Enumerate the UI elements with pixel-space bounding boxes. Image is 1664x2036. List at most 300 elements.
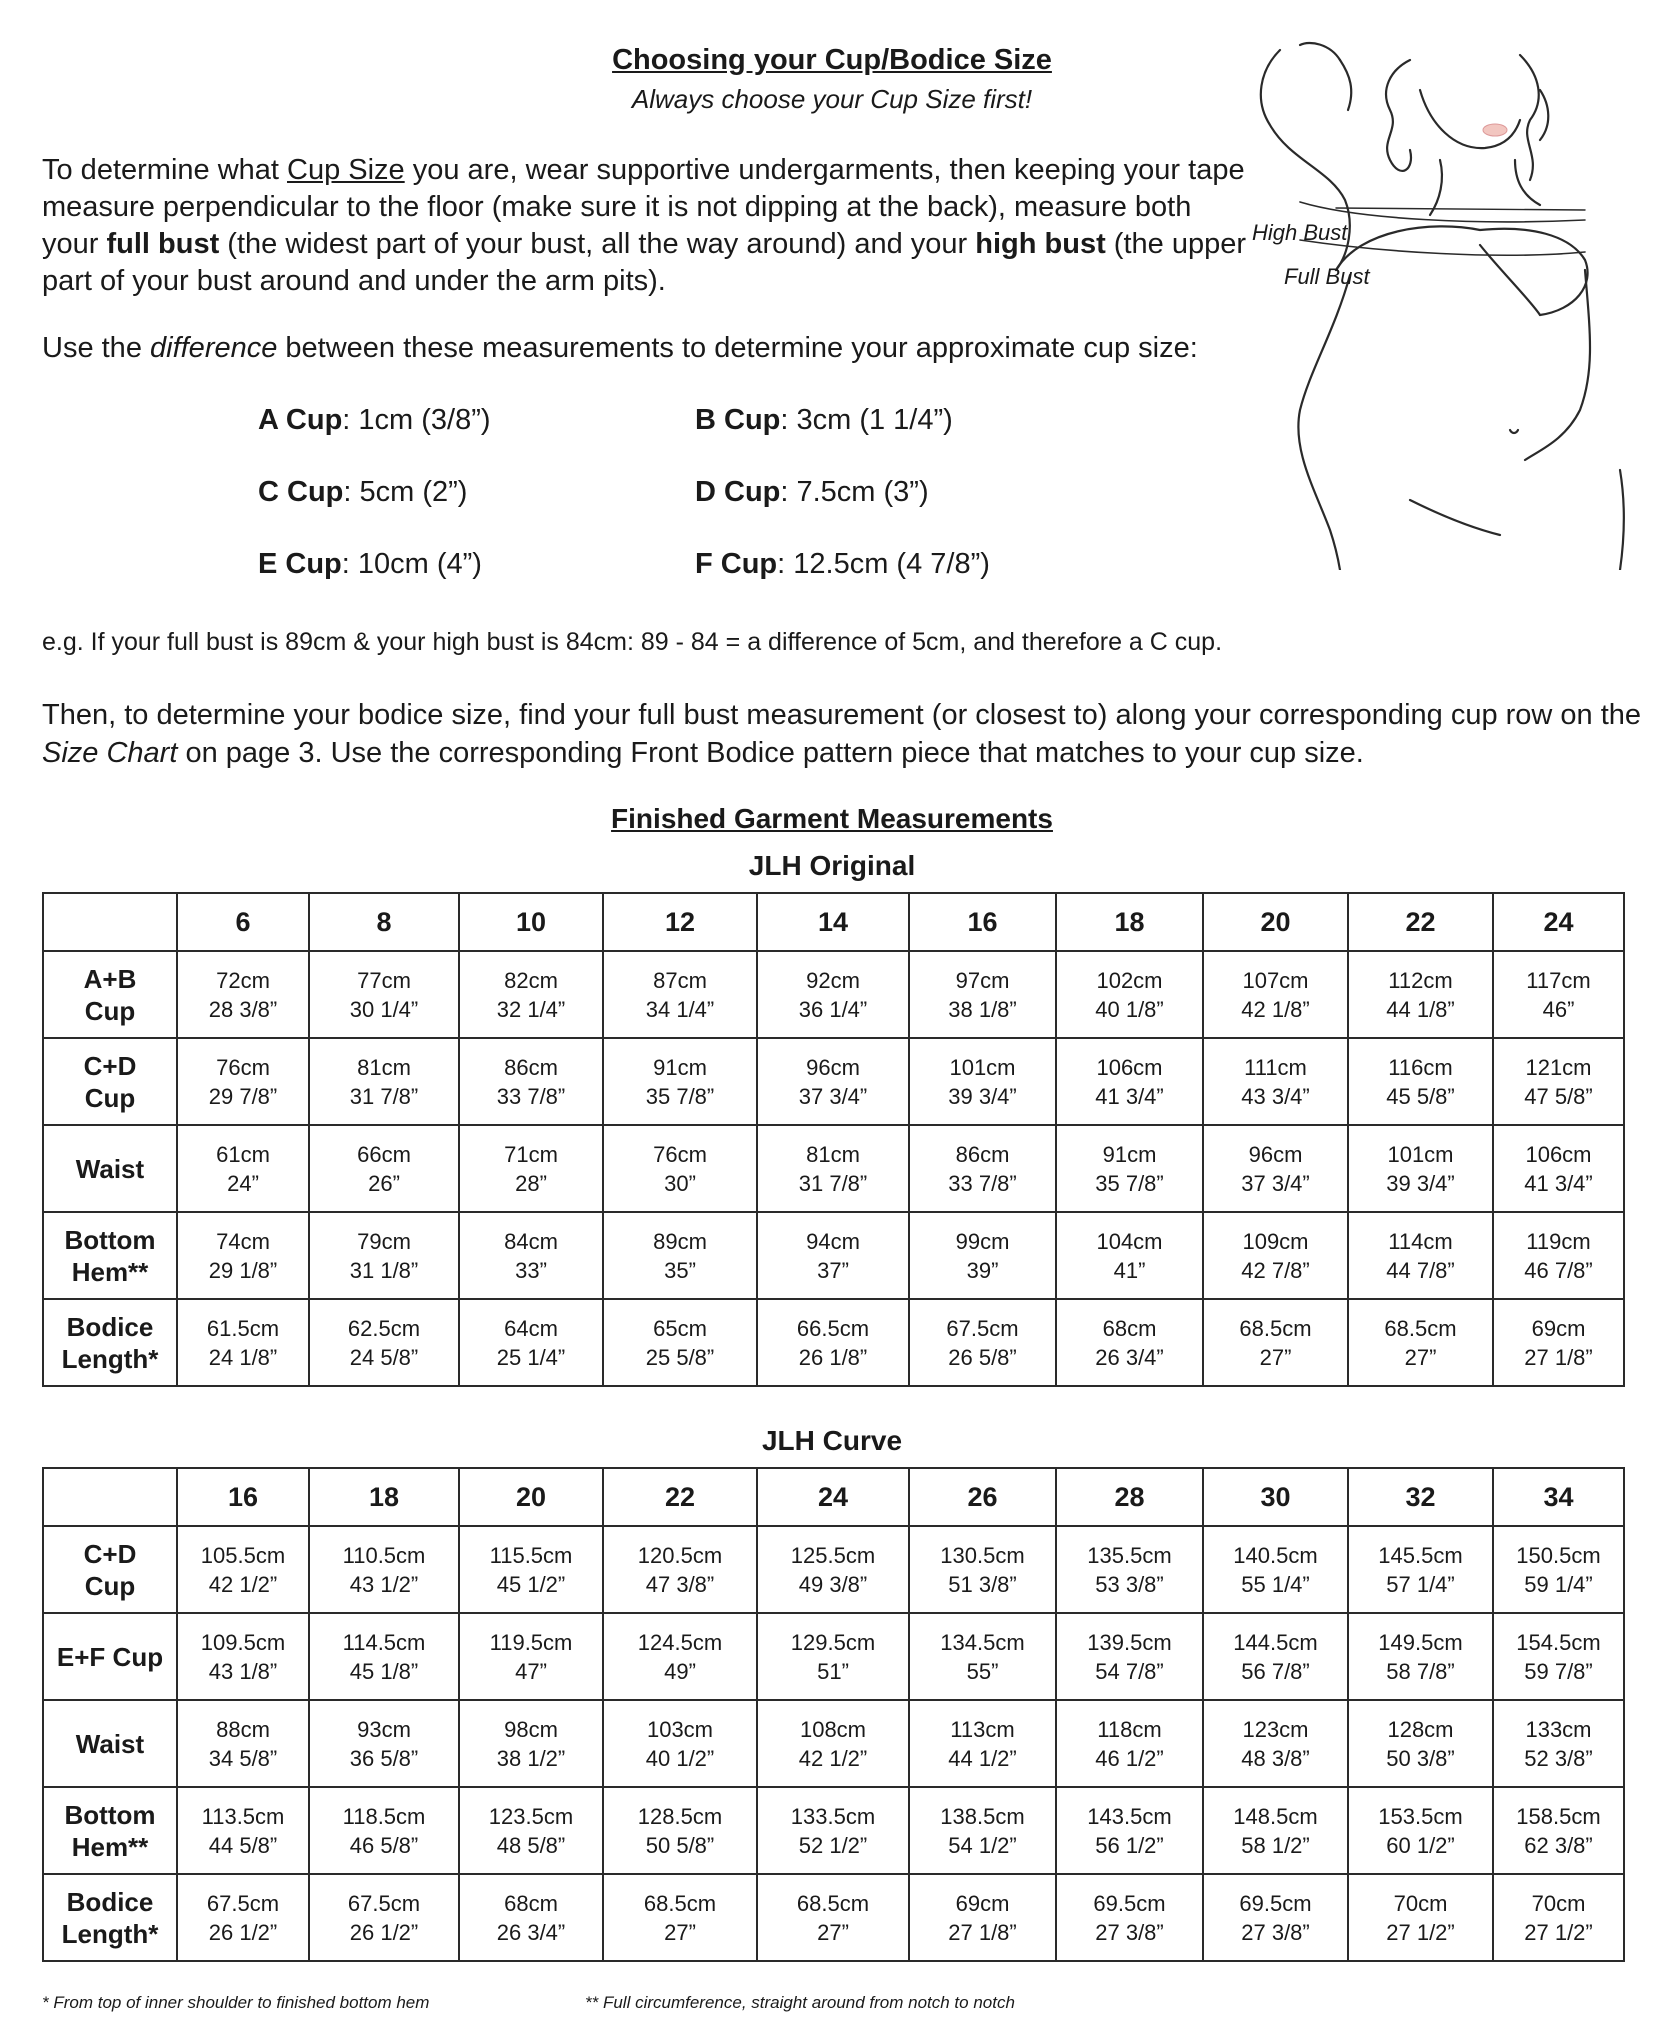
- cm-value: 102cm: [1096, 967, 1163, 993]
- inch-value: 41”: [1113, 1257, 1146, 1283]
- inch-value: 55 1/4”: [1241, 1571, 1310, 1597]
- inch-value: 46 7/8”: [1524, 1257, 1593, 1283]
- measurement-cell: [309, 951, 459, 1038]
- high-bust-term: high bust: [975, 228, 1106, 260]
- inch-value: 26 5/8”: [948, 1344, 1017, 1370]
- inch-value: 27”: [1259, 1344, 1292, 1370]
- table-row: [43, 1613, 1624, 1700]
- inch-value: 33”: [515, 1257, 547, 1283]
- measurement-cell: [1203, 1212, 1348, 1299]
- difference-instruction: Use the difference between these measurements to determine your approximate cup size:: [42, 332, 1198, 364]
- inch-value: 33 7/8”: [948, 1170, 1017, 1196]
- cm-value: 117cm: [1526, 967, 1591, 993]
- measurement-cell: [1203, 1125, 1348, 1212]
- cm-value: 101cm: [949, 1054, 1016, 1080]
- inch-value: 37”: [817, 1257, 849, 1283]
- cm-value: 119.5cm: [489, 1629, 573, 1655]
- inch-value: 37 3/4”: [798, 1083, 868, 1109]
- measurement-cell: [309, 1700, 459, 1787]
- inch-value: 47 5/8”: [1524, 1083, 1593, 1109]
- size-header: 12: [603, 893, 757, 951]
- cm-value: 86cm: [504, 1054, 558, 1080]
- section-title: Finished Garment Measurements: [611, 803, 1053, 834]
- measurement-cell: [1203, 1700, 1348, 1787]
- inch-value: 54 7/8”: [1095, 1658, 1164, 1684]
- cm-value: 99cm: [955, 1228, 1010, 1254]
- measurement-cell: [1348, 1874, 1493, 1961]
- measurement-cell: [909, 951, 1056, 1038]
- cm-value: 96cm: [1248, 1141, 1303, 1167]
- inch-value: 42 7/8”: [1241, 1257, 1310, 1283]
- measurement-cell: [603, 1526, 757, 1613]
- measurement-cell: [459, 1526, 603, 1613]
- inch-value: 27 1/2”: [1386, 1919, 1455, 1945]
- cm-value: 110.5cm: [342, 1542, 426, 1568]
- inch-value: 45 1/8”: [349, 1658, 419, 1684]
- inch-value: 59 1/4”: [1524, 1571, 1593, 1597]
- measurement-cell: [1056, 1874, 1203, 1961]
- cup-c: C Cup: 5cm (2”): [258, 476, 468, 508]
- inch-value: 39 3/4”: [948, 1083, 1017, 1109]
- cm-value: 77cm: [357, 967, 411, 993]
- cm-value: 93cm: [357, 1716, 411, 1742]
- inch-value: 60 1/2”: [1386, 1832, 1455, 1858]
- cm-value: 105.5cm: [200, 1542, 286, 1568]
- row-label: C+D Cup: [43, 1038, 177, 1125]
- measurement-cell: [909, 1526, 1056, 1613]
- measurement-cell: [459, 1874, 603, 1961]
- inch-value: 47 3/8”: [645, 1571, 715, 1597]
- table-row: [43, 1787, 1624, 1874]
- cm-value: 111cm: [1244, 1054, 1307, 1080]
- cup-d: D Cup: 7.5cm (3”): [695, 476, 929, 508]
- inch-value: 30 1/4”: [349, 996, 419, 1022]
- inch-value: 27 3/8”: [1241, 1919, 1310, 1945]
- intro-paragraph: To determine what Cup Size you are, wear supportive undergarments, then keeping your tape measure perpendicular to the floor (make sure it is not dipping at the back), measure both your full bust (the widest part of your bust, all the way around) and your high bust (the upper part of your bust around and under the arm pits).: [42, 154, 1247, 297]
- measurement-cell: [459, 1212, 603, 1299]
- inch-value: 28”: [515, 1170, 547, 1196]
- inch-value: 25 5/8”: [645, 1344, 715, 1370]
- cm-value: 135.5cm: [1087, 1542, 1172, 1568]
- cm-value: 123cm: [1242, 1716, 1309, 1742]
- inch-value: 42 1/8”: [1241, 996, 1310, 1022]
- inch-value: 43 1/8”: [208, 1658, 278, 1684]
- table-row: [43, 1700, 1624, 1787]
- cup-size-term: Cup Size: [287, 154, 405, 186]
- cup-a: A Cup: 1cm (3/8”): [258, 404, 491, 436]
- inch-value: 51”: [817, 1658, 849, 1684]
- inch-value: 43 3/4”: [1241, 1083, 1310, 1109]
- measurement-cell: [177, 1700, 309, 1787]
- inch-value: 27”: [664, 1919, 696, 1945]
- inch-value: 44 7/8”: [1386, 1257, 1455, 1283]
- measurement-cell: [459, 1125, 603, 1212]
- measurement-cell: [177, 1212, 309, 1299]
- measurement-cell: [1493, 1125, 1624, 1212]
- cm-value: 124.5cm: [637, 1629, 723, 1655]
- inch-value: 45 1/2”: [496, 1571, 566, 1597]
- cm-value: 68cm: [504, 1890, 558, 1916]
- measurement-cell: [1056, 1613, 1203, 1700]
- inch-value: 36 5/8”: [349, 1745, 419, 1771]
- inch-value: 41 3/4”: [1524, 1170, 1593, 1196]
- inch-value: 27 1/8”: [948, 1919, 1017, 1945]
- size-header: 18: [309, 1468, 459, 1526]
- cm-value: 91cm: [1102, 1141, 1157, 1167]
- inch-value: 52 1/2”: [798, 1832, 868, 1858]
- cup-b: B Cup: 3cm (1 1/4”): [695, 404, 953, 436]
- bodice-instruction: Then, to determine your bodice size, find your full bust measurement (or closest to) along your corresponding cup row on the Size Chart on page 3. Use the corresponding Front Bodice pattern piece that matches to your cup size.: [42, 699, 1642, 769]
- inch-value: 46”: [1542, 996, 1575, 1022]
- measurement-cell: [177, 1787, 309, 1874]
- measurement-cell: [757, 1700, 909, 1787]
- measurement-cell: [459, 1700, 603, 1787]
- measurement-cell: [1056, 1526, 1203, 1613]
- cm-value: 125.5cm: [790, 1542, 876, 1568]
- row-label: Waist: [43, 1700, 177, 1787]
- inch-value: 47”: [515, 1658, 547, 1684]
- measurement-cell: [1348, 1787, 1493, 1874]
- measurement-cell: [757, 1787, 909, 1874]
- row-label: Bodice Length*: [43, 1874, 177, 1961]
- row-label: Bottom Hem**: [43, 1212, 177, 1299]
- cm-value: 138.5cm: [940, 1803, 1025, 1829]
- size-chart-term: Size Chart: [42, 737, 178, 769]
- cm-value: 70cm: [1393, 1890, 1448, 1916]
- cm-value: 119cm: [1526, 1228, 1591, 1254]
- inch-value: 26 3/4”: [1095, 1344, 1164, 1370]
- cm-value: 64cm: [504, 1315, 558, 1341]
- measurement-cell: [177, 1038, 309, 1125]
- example-text: e.g. If your full bust is 89cm & your high bust is 84cm: 89 - 84 = a difference of 5cm, and therefore a C cup.: [42, 628, 1223, 656]
- row-label: A+B Cup: [43, 951, 177, 1038]
- measurement-cell: [757, 1613, 909, 1700]
- size-header: 16: [177, 1468, 309, 1526]
- measurement-cell: [603, 1874, 757, 1961]
- measurement-cell: [1348, 1613, 1493, 1700]
- inch-value: 35 7/8”: [645, 1083, 715, 1109]
- inch-value: 48 5/8”: [496, 1832, 566, 1858]
- measurement-cell: [1493, 1212, 1624, 1299]
- measurement-cell: [1493, 1299, 1624, 1386]
- inch-value: 52 3/8”: [1524, 1745, 1593, 1771]
- inch-value: 29 1/8”: [208, 1257, 278, 1283]
- inch-value: 26”: [368, 1170, 400, 1196]
- measurement-cell: [1493, 1700, 1624, 1787]
- cm-value: 68.5cm: [643, 1890, 717, 1916]
- inch-value: 26 1/2”: [208, 1919, 278, 1945]
- cm-value: 150.5cm: [1516, 1542, 1601, 1568]
- inch-value: 49 3/8”: [798, 1571, 868, 1597]
- measurement-cell: [459, 1787, 603, 1874]
- cm-value: 88cm: [216, 1716, 270, 1742]
- inch-value: 37 3/4”: [1241, 1170, 1310, 1196]
- cm-value: 82cm: [504, 967, 558, 993]
- inch-value: 34 5/8”: [208, 1745, 278, 1771]
- measurement-cell: [757, 1299, 909, 1386]
- measurement-cell: [177, 1613, 309, 1700]
- measurement-cell: [309, 1038, 459, 1125]
- footnote-bottom-hem: ** Full circumference, straight around from notch to notch: [585, 1993, 1015, 2012]
- cm-value: 106cm: [1525, 1141, 1592, 1167]
- measurement-cell: [1203, 1526, 1348, 1613]
- inch-value: 58 7/8”: [1386, 1658, 1455, 1684]
- measurement-cell: [603, 1038, 757, 1125]
- size-header: 18: [1056, 893, 1203, 951]
- row-label: Bodice Length*: [43, 1299, 177, 1386]
- page-subtitle: Always choose your Cup Size first!: [631, 84, 1033, 114]
- cm-value: 69.5cm: [1093, 1890, 1166, 1916]
- measurement-cell: [1203, 951, 1348, 1038]
- cm-value: 123.5cm: [488, 1803, 574, 1829]
- measurement-cell: [1056, 1299, 1203, 1386]
- measurement-cell: [603, 1613, 757, 1700]
- cm-value: 68.5cm: [1239, 1315, 1312, 1341]
- size-header: 10: [459, 893, 603, 951]
- measurement-cell: [309, 1613, 459, 1700]
- cm-value: 91cm: [653, 1054, 707, 1080]
- size-header: 30: [1203, 1468, 1348, 1526]
- measurement-cell: [757, 1038, 909, 1125]
- measurement-cell: [603, 1125, 757, 1212]
- measurement-cell: [309, 1212, 459, 1299]
- size-header: 24: [1493, 893, 1624, 951]
- size-header: 16: [909, 893, 1056, 951]
- table-row: [43, 1299, 1624, 1386]
- cm-value: 61.5cm: [206, 1315, 280, 1341]
- inch-value: 39”: [966, 1257, 999, 1283]
- measurement-cell: [1348, 951, 1493, 1038]
- measurement-cell: [909, 1299, 1056, 1386]
- inch-value: 49”: [664, 1658, 696, 1684]
- inch-value: 27”: [1404, 1344, 1437, 1370]
- cm-value: 87cm: [653, 967, 707, 993]
- inch-value: 46 1/2”: [1095, 1745, 1164, 1771]
- size-header: 20: [1203, 893, 1348, 951]
- inch-value: 50 3/8”: [1386, 1745, 1455, 1771]
- cm-value: 130.5cm: [940, 1542, 1025, 1568]
- cm-value: 68.5cm: [796, 1890, 870, 1916]
- measurement-cell: [1493, 951, 1624, 1038]
- measurement-cell: [1056, 1038, 1203, 1125]
- cm-value: 92cm: [806, 967, 860, 993]
- measurement-cell: [909, 1787, 1056, 1874]
- table-row: [43, 951, 1624, 1038]
- inch-value: 26 1/8”: [798, 1344, 868, 1370]
- measurement-cell: [309, 1526, 459, 1613]
- inch-value: 31 7/8”: [349, 1083, 419, 1109]
- cm-value: 67.5cm: [347, 1890, 421, 1916]
- inch-value: 58 1/2”: [1241, 1832, 1310, 1858]
- inch-value: 33 7/8”: [496, 1083, 566, 1109]
- cm-value: 79cm: [357, 1228, 411, 1254]
- measurement-cell: [1348, 1526, 1493, 1613]
- cm-value: 128.5cm: [637, 1803, 723, 1829]
- high-bust-label: High Bust: [1252, 220, 1348, 245]
- measurement-cell: [309, 1299, 459, 1386]
- cm-value: 76cm: [216, 1054, 270, 1080]
- measurement-cell: [1348, 1299, 1493, 1386]
- measurement-cell: [1203, 1787, 1348, 1874]
- measurement-cell: [603, 1700, 757, 1787]
- cm-value: 113.5cm: [201, 1803, 285, 1829]
- table-header-row: [43, 893, 1624, 951]
- inch-value: 26 1/2”: [349, 1919, 419, 1945]
- measurement-cell: [1056, 1212, 1203, 1299]
- page-title: Choosing your Cup/Bodice Size: [612, 44, 1052, 76]
- cm-value: 139.5cm: [1087, 1629, 1172, 1655]
- cup-e: E Cup: 10cm (4”): [258, 548, 482, 580]
- inch-value: 30”: [664, 1170, 696, 1196]
- measurement-cell: [1493, 1613, 1624, 1700]
- inch-value: 59 7/8”: [1524, 1658, 1593, 1684]
- figure-line-art-icon: [1240, 30, 1650, 570]
- cm-value: 101cm: [1387, 1141, 1454, 1167]
- inch-value: 55”: [966, 1658, 999, 1684]
- cm-value: 69.5cm: [1239, 1890, 1312, 1916]
- measurement-cell: [757, 1212, 909, 1299]
- cm-value: 66cm: [357, 1141, 411, 1167]
- table-row: [43, 1212, 1624, 1299]
- measurement-cell: [459, 951, 603, 1038]
- cm-value: 114cm: [1388, 1228, 1453, 1254]
- inch-value: 42 1/2”: [798, 1745, 868, 1771]
- inch-value: 27 3/8”: [1095, 1919, 1164, 1945]
- measurement-cell: [1203, 1038, 1348, 1125]
- inch-value: 27 1/2”: [1524, 1919, 1593, 1945]
- inch-value: 53 3/8”: [1095, 1571, 1164, 1597]
- measurement-cell: [1056, 1700, 1203, 1787]
- inch-value: 40 1/2”: [645, 1745, 715, 1771]
- inch-value: 45 5/8”: [1386, 1083, 1455, 1109]
- measurement-cell: [459, 1038, 603, 1125]
- cm-value: 113cm: [950, 1716, 1015, 1742]
- cm-value: 108cm: [799, 1716, 867, 1742]
- size-header: 14: [757, 893, 909, 951]
- cm-value: 86cm: [955, 1141, 1010, 1167]
- table-corner-cell: [43, 893, 177, 951]
- measurement-cell: [603, 951, 757, 1038]
- table-corner-cell: [43, 1468, 177, 1526]
- measurement-cell: [909, 1212, 1056, 1299]
- cm-value: 98cm: [504, 1716, 558, 1742]
- cm-value: 106cm: [1096, 1054, 1163, 1080]
- size-header: 22: [1348, 893, 1493, 951]
- inch-value: 35”: [664, 1257, 696, 1283]
- row-label: Bottom Hem**: [43, 1787, 177, 1874]
- cm-value: 145.5cm: [1378, 1542, 1463, 1568]
- row-label: C+D Cup: [43, 1526, 177, 1613]
- size-header: 22: [603, 1468, 757, 1526]
- size-header: 34: [1493, 1468, 1624, 1526]
- measurement-cell: [1348, 1212, 1493, 1299]
- full-bust-label: Full Bust: [1284, 264, 1370, 289]
- inch-value: 31 7/8”: [798, 1170, 868, 1196]
- cm-value: 69cm: [1531, 1315, 1586, 1341]
- measurement-cell: [603, 1299, 757, 1386]
- size-header: 6: [177, 893, 309, 951]
- cm-value: 118cm: [1097, 1716, 1162, 1742]
- measurement-cell: [757, 1874, 909, 1961]
- cm-value: 96cm: [806, 1054, 860, 1080]
- inch-value: 38 1/8”: [948, 996, 1017, 1022]
- measurement-cell: [1348, 1125, 1493, 1212]
- inch-value: 35 7/8”: [1095, 1170, 1164, 1196]
- measurement-cell: [309, 1125, 459, 1212]
- cm-value: 144.5cm: [1233, 1629, 1318, 1655]
- size-header: 8: [309, 893, 459, 951]
- cm-value: 61cm: [216, 1141, 270, 1167]
- row-label: Waist: [43, 1125, 177, 1212]
- inch-value: 62 3/8”: [1524, 1832, 1593, 1858]
- measurement-cell: [909, 1613, 1056, 1700]
- cup-f: F Cup: 12.5cm (4 7/8”): [695, 548, 990, 580]
- cm-value: 121cm: [1525, 1054, 1592, 1080]
- measurement-cell: [1203, 1613, 1348, 1700]
- inch-value: 39 3/4”: [1386, 1170, 1455, 1196]
- measurement-cell: [757, 1526, 909, 1613]
- measurement-cell: [1056, 1125, 1203, 1212]
- cm-value: 153.5cm: [1378, 1803, 1463, 1829]
- size-header: 26: [909, 1468, 1056, 1526]
- inch-value: 28 3/8”: [208, 996, 278, 1022]
- inch-value: 32 1/4”: [496, 996, 566, 1022]
- cm-value: 134.5cm: [940, 1629, 1025, 1655]
- cm-value: 84cm: [504, 1228, 558, 1254]
- cm-value: 72cm: [216, 967, 270, 993]
- measurement-cell: [1493, 1874, 1624, 1961]
- inch-value: 29 7/8”: [208, 1083, 278, 1109]
- inch-value: 24 1/8”: [208, 1344, 278, 1370]
- table-header-row: [43, 1468, 1624, 1526]
- measurement-cell: [459, 1613, 603, 1700]
- measurement-cell: [909, 1700, 1056, 1787]
- measurement-cell: [1056, 1787, 1203, 1874]
- measurement-cell: [1348, 1038, 1493, 1125]
- cm-value: 133.5cm: [790, 1803, 876, 1829]
- cm-value: 104cm: [1096, 1228, 1163, 1254]
- measurement-cell: [1056, 951, 1203, 1038]
- inch-value: 44 5/8”: [208, 1832, 278, 1858]
- measurement-cell: [1348, 1700, 1493, 1787]
- cm-value: 65cm: [653, 1315, 707, 1341]
- bust-figure-illustration: [1240, 30, 1650, 570]
- cm-value: 107cm: [1242, 967, 1309, 993]
- measurement-cell: [177, 1299, 309, 1386]
- measurement-cell: [177, 1526, 309, 1613]
- cm-value: 97cm: [955, 967, 1010, 993]
- inch-value: 46 5/8”: [349, 1832, 419, 1858]
- inch-value: 57 1/4”: [1386, 1571, 1455, 1597]
- table-row: [43, 1874, 1624, 1961]
- inch-value: 31 1/8”: [349, 1257, 419, 1283]
- cm-value: 70cm: [1531, 1890, 1586, 1916]
- size-table-curve: [42, 1467, 1625, 1962]
- measurement-cell: [603, 1212, 757, 1299]
- size-header: 28: [1056, 1468, 1203, 1526]
- measurement-cell: [177, 1125, 309, 1212]
- cm-value: 71cm: [504, 1141, 558, 1167]
- measurement-cell: [1203, 1299, 1348, 1386]
- inch-value: 56 1/2”: [1095, 1832, 1164, 1858]
- footnote-bodice-length: * From top of inner shoulder to finished bottom hem: [42, 1993, 430, 2012]
- cm-value: 81cm: [357, 1054, 411, 1080]
- table-title-original: JLH Original: [748, 850, 916, 881]
- inch-value: 50 5/8”: [645, 1832, 715, 1858]
- cm-value: 68.5cm: [1384, 1315, 1457, 1341]
- measurement-cell: [309, 1874, 459, 1961]
- inch-value: 36 1/4”: [798, 996, 868, 1022]
